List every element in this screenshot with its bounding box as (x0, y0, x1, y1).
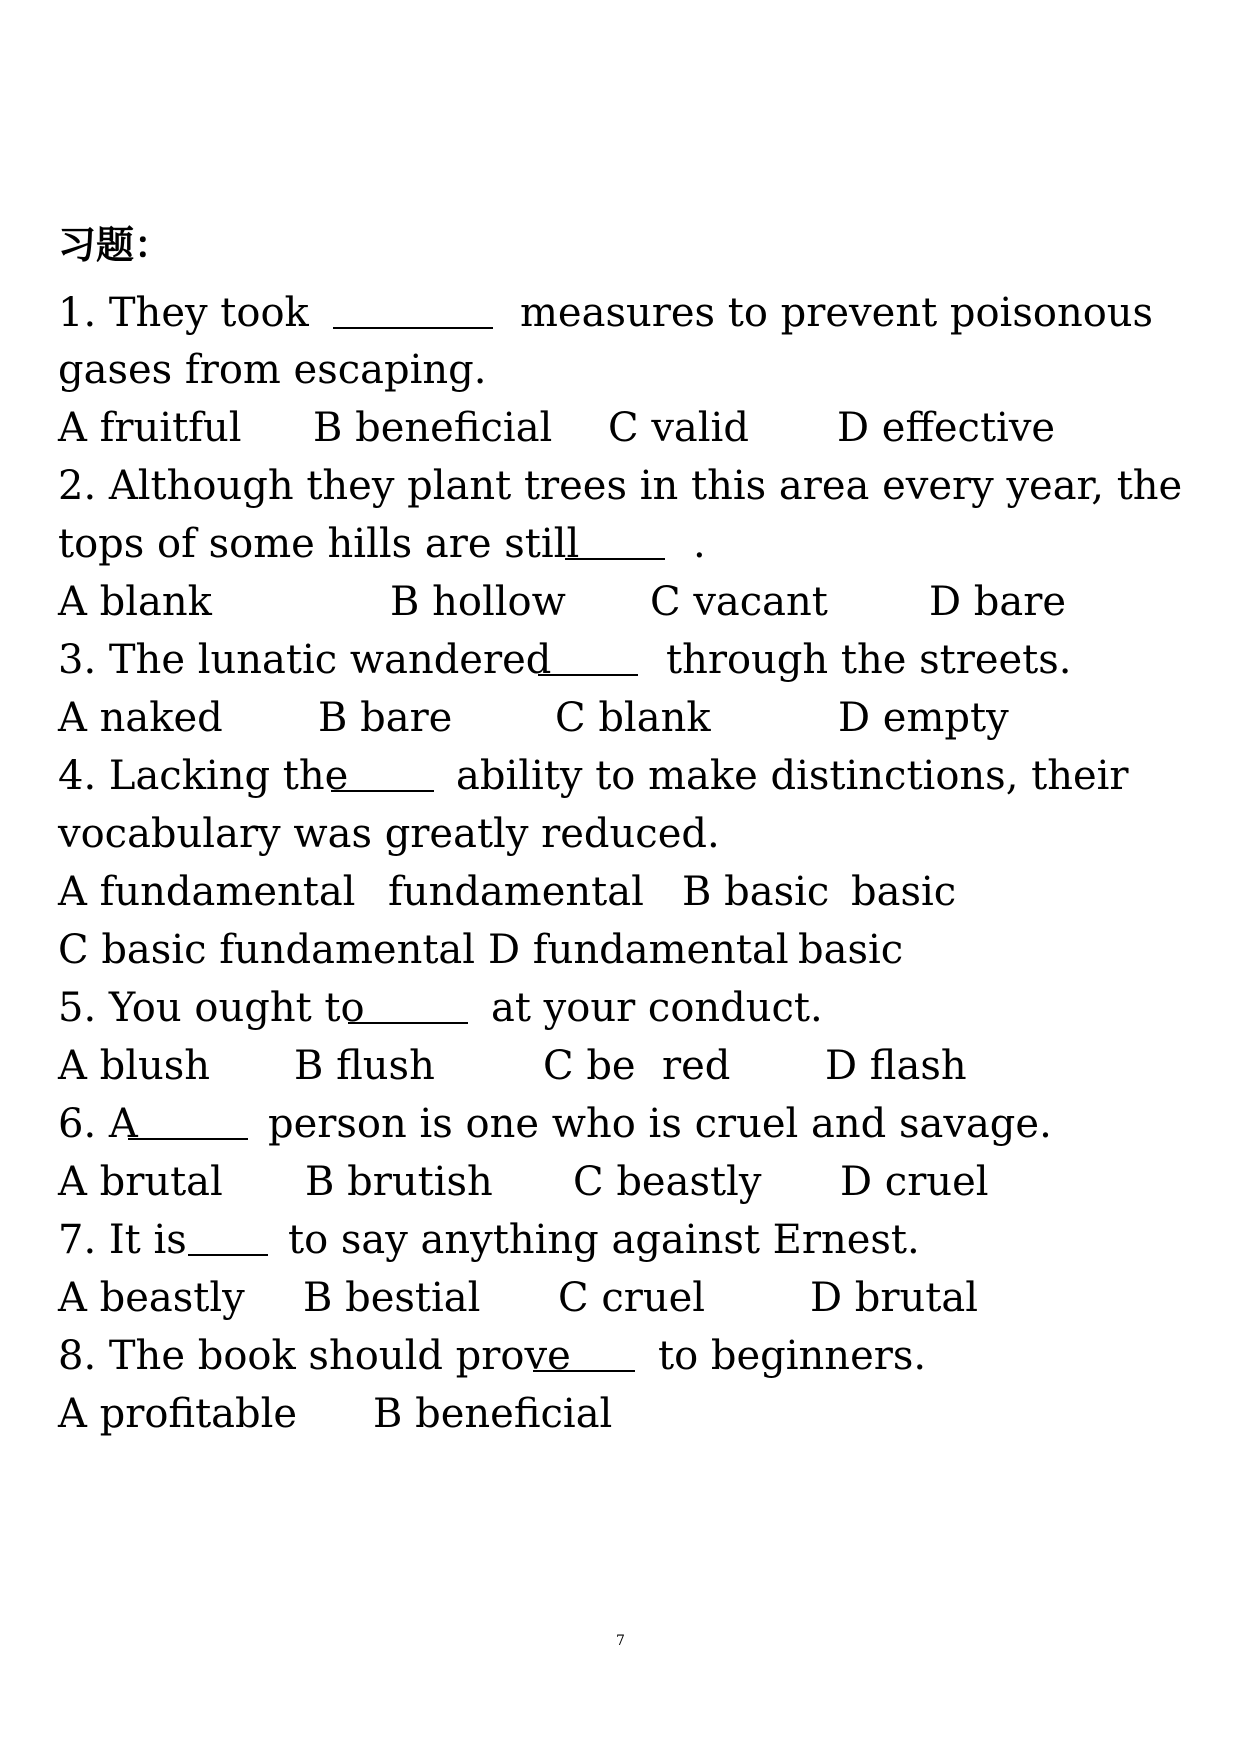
option-b: B brutish (305, 1159, 493, 1205)
option-c: C beastly (573, 1159, 762, 1205)
option-d-second-word: basic (798, 927, 904, 973)
question-2-stem-line-2 (58, 514, 1188, 574)
page-number: 7 (616, 1633, 625, 1649)
option-a: A naked (58, 695, 223, 741)
option-b-second-word: basic (851, 869, 957, 915)
question-5-options (58, 1036, 1188, 1096)
question-8-stem-line-1 (58, 1326, 1188, 1386)
question-7-stem-line-1 (58, 1210, 1188, 1270)
question-1-stem-end: measures to prevent poisonous (520, 290, 1154, 336)
option-a-second-word: fundamental (388, 869, 644, 915)
question-3-stem-start: 3. The lunatic wandered (58, 637, 552, 683)
option-c: C valid (608, 405, 749, 451)
question-5-stem-start: 5. You ought to (58, 985, 365, 1031)
option-b: B beneficial (313, 405, 553, 451)
option-a: A fruitful (58, 405, 242, 451)
question-7-stem-start: 7. It is (58, 1217, 187, 1263)
option-c: C be (543, 1043, 636, 1089)
option-a: A profitable (58, 1391, 298, 1437)
question-8-stem-start: 8. The book should prove (58, 1333, 571, 1379)
option-c-second-word: red (662, 1043, 731, 1089)
option-b: B bestial (303, 1275, 481, 1321)
option-d: D brutal (810, 1275, 978, 1321)
question-4-stem-end: ability to make distinctions, their (456, 753, 1129, 799)
option-a: A blank (58, 579, 212, 625)
option-c: C vacant (650, 579, 828, 625)
question-1-stem-start: 1. They took (58, 290, 309, 336)
question-1-stem-continuation: gases from escaping. (58, 347, 487, 393)
question-3-blank (538, 674, 638, 676)
question-8-blank (533, 1370, 635, 1372)
question-5-stem-line-1 (58, 978, 1188, 1038)
question-7-blank (188, 1254, 268, 1256)
option-d: D effective (837, 405, 1056, 451)
option-d: D flash (825, 1043, 967, 1089)
question-2-stem: 2. Although they plant trees in this area every year, the (58, 463, 1183, 509)
option-b: B bare (318, 695, 453, 741)
question-2-period: . (693, 521, 706, 567)
option-c: C blank (555, 695, 711, 741)
question-5-blank (348, 1022, 468, 1024)
option-d: D fundamental (488, 927, 789, 973)
question-4-stem-line-1 (58, 746, 1188, 806)
question-4-stem-continuation: vocabulary was greatly reduced. (58, 811, 720, 857)
question-3-stem-end: through the streets. (666, 637, 1072, 683)
question-8-stem-end: to beginners. (658, 1333, 927, 1379)
question-7-options (58, 1268, 1188, 1328)
question-6-blank (128, 1138, 248, 1140)
option-d: D cruel (840, 1159, 989, 1205)
question-4-options-row-2 (58, 920, 1188, 980)
option-b: B basic (682, 869, 830, 915)
option-d: D bare (929, 579, 1067, 625)
question-4-stem-start: 4. Lacking the (58, 753, 349, 799)
exercise-heading: 习题： (58, 222, 173, 267)
question-5-stem-end: at your conduct. (491, 985, 823, 1031)
question-1-blank (333, 327, 493, 329)
question-6-options (58, 1152, 1188, 1212)
option-b: B hollow (390, 579, 566, 625)
question-1-options (58, 398, 1188, 458)
question-2-stem-continuation: tops of some hills are still (58, 521, 580, 567)
option-c: C cruel (558, 1275, 706, 1321)
question-6-stem-line-1 (58, 1094, 1188, 1154)
option-a: A beastly (58, 1275, 245, 1321)
question-6-stem-end: person is one who is cruel and savage. (268, 1101, 1052, 1147)
question-2-blank (565, 558, 665, 560)
question-8-options (58, 1384, 1188, 1444)
option-a: A blush (58, 1043, 211, 1089)
question-4-blank (331, 790, 434, 792)
question-3-options (58, 688, 1188, 748)
option-d: D empty (838, 695, 1009, 741)
question-1-stem-line-1 (58, 283, 1188, 343)
option-b: B beneficial (373, 1391, 613, 1437)
option-a: A brutal (58, 1159, 223, 1205)
question-7-stem-end: to say anything against Ernest. (288, 1217, 920, 1263)
question-3-stem-line-1 (58, 630, 1188, 690)
question-6-stem-start: 6. A (58, 1101, 138, 1147)
option-c: C basic fundamental (58, 927, 476, 973)
question-4-options-row-1 (58, 862, 1188, 922)
question-2-options (58, 572, 1188, 632)
option-a: A fundamental (58, 869, 356, 915)
option-b: B flush (294, 1043, 435, 1089)
